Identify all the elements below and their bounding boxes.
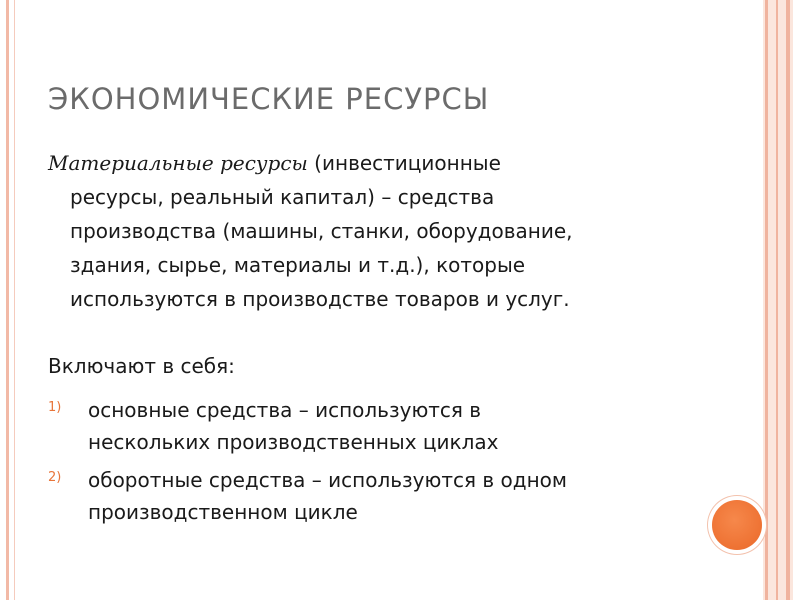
frame-line-right-b: [776, 0, 778, 600]
slide-title: ЭКОНОМИЧЕСКИЕ РЕСУРСЫ: [48, 82, 490, 116]
frame-line-left-outer: [6, 0, 9, 600]
decorative-circle-icon: [712, 500, 762, 550]
frame-line-right-a: [765, 0, 768, 600]
list-marker: 2): [48, 470, 62, 485]
frame-line-left-inner: [14, 0, 15, 600]
numbered-list: [48, 394, 708, 534]
frame-line-right-c: [786, 0, 790, 600]
definition-paragraph: [48, 146, 708, 316]
paragraph-line-1-rest: (инвестиционные: [307, 151, 501, 175]
list-item-line-2: производственном цикле: [88, 500, 358, 524]
paragraph-line-5: используются в производстве товаров и услуг.: [70, 287, 570, 311]
italic-term: Материальные ресурсы: [48, 151, 308, 175]
list-item-text: [48, 394, 708, 458]
list-item-line-1: основные средства – используются в: [88, 398, 482, 422]
list-item: [48, 394, 708, 458]
paragraph-line-4: здания, сырье, материалы и т.д.), которые: [70, 253, 526, 277]
paragraph-line-1: [48, 146, 708, 180]
includes-label: Включают в себя:: [48, 354, 235, 378]
list-item-line-2: нескольких производственных циклах: [88, 430, 499, 454]
paragraph-line-3: производства (машины, станки, оборудование,: [70, 219, 573, 243]
paragraph-line-2: ресурсы, реальный капитал) – средства: [70, 185, 495, 209]
list-item-line-1: оборотные средства – используются в одном: [88, 468, 567, 492]
list-item-text: [48, 464, 708, 528]
list-marker: 1): [48, 400, 62, 415]
list-item: [48, 464, 708, 528]
